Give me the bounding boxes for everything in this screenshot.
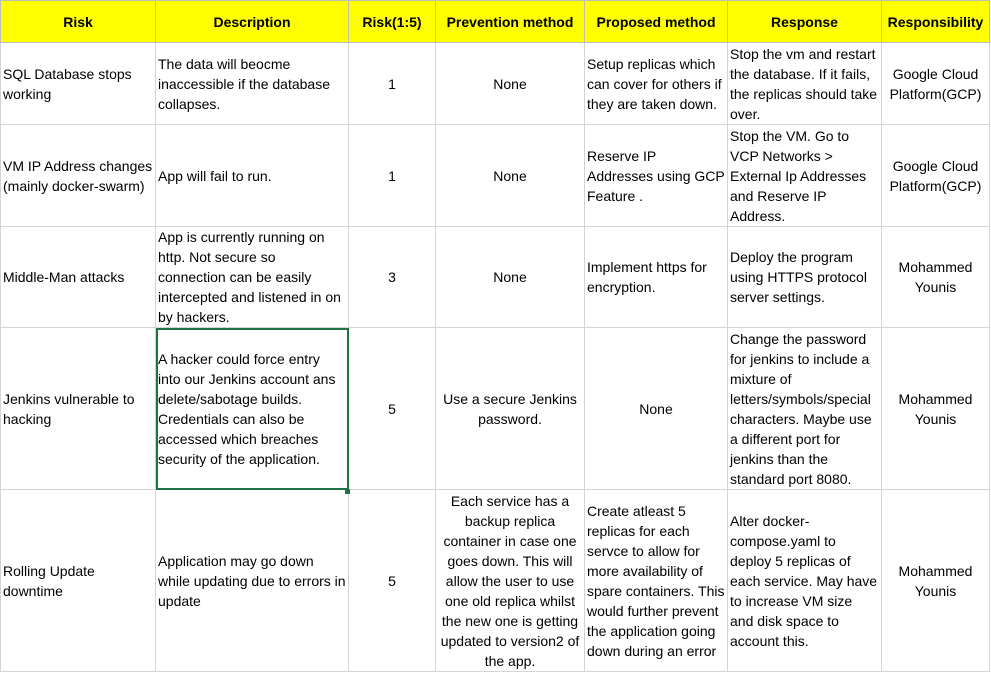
proposed-cell[interactable]: Implement https for encryption. [585, 227, 728, 328]
table-row [1, 43, 990, 125]
risk-cell[interactable]: Rolling Update downtime [1, 490, 156, 672]
risk-cell[interactable]: Jenkins vulnerable to hacking [1, 328, 156, 490]
risk-cell[interactable]: Middle-Man attacks [1, 227, 156, 328]
responsibility-cell[interactable]: Google Cloud Platform(GCP) [882, 125, 990, 227]
header-cell-description[interactable]: Description [156, 1, 349, 43]
score-cell[interactable]: 3 [349, 227, 436, 328]
score-cell[interactable]: 1 [349, 125, 436, 227]
header-cell-risk[interactable]: Risk [1, 1, 156, 43]
table-row [1, 227, 990, 328]
description-cell[interactable]: App will fail to run. [156, 125, 349, 227]
table-row [1, 125, 990, 227]
table-row [1, 328, 990, 490]
header-cell-responsibility[interactable]: Responsibility [882, 1, 990, 43]
header-cell-prevention[interactable]: Prevention method [436, 1, 585, 43]
response-cell[interactable]: Alter docker-compose.yaml to deploy 5 replicas of each service. May have to increase VM size and disk space to account this. [728, 490, 882, 672]
header-cell-response[interactable]: Response [728, 1, 882, 43]
prevention-cell[interactable]: None [436, 227, 585, 328]
table-row [1, 490, 990, 672]
responsibility-cell[interactable]: Mohammed Younis [882, 490, 990, 672]
responsibility-cell[interactable]: Google Cloud Platform(GCP) [882, 43, 990, 125]
response-cell[interactable]: Stop the VM. Go to VCP Networks > External Ip Addresses and Reserve IP Address. [728, 125, 882, 227]
risk-cell[interactable]: VM IP Address changes (mainly docker-swarm) [1, 125, 156, 227]
score-cell[interactable]: 5 [349, 490, 436, 672]
responsibility-cell[interactable]: Mohammed Younis [882, 328, 990, 490]
selection-fill-handle[interactable] [345, 489, 350, 494]
response-cell[interactable]: Deploy the program using HTTPS protocol server settings. [728, 227, 882, 328]
description-cell-selected[interactable]: A hacker could force entry into our Jenkins account ans delete/sabotage builds. Credentials can also be accessed which breaches security of the application. [156, 328, 349, 490]
header-cell-score[interactable]: Risk(1:5) [349, 1, 436, 43]
score-cell[interactable]: 1 [349, 43, 436, 125]
prevention-cell[interactable]: Use a secure Jenkins password. [436, 328, 585, 490]
description-cell[interactable]: Application may go down while updating due to errors in update [156, 490, 349, 672]
proposed-cell[interactable]: Setup replicas which can cover for others if they are taken down. [585, 43, 728, 125]
score-cell[interactable]: 5 [349, 328, 436, 490]
response-cell[interactable]: Change the password for jenkins to include a mixture of letters/symbols/special characters. Maybe use a different port for jenkins than the standard port 8080. [728, 328, 882, 490]
description-cell[interactable]: App is currently running on http. Not secure so connection can be easily intercepted and listened in on by hackers. [156, 227, 349, 328]
header-cell-proposed[interactable]: Proposed method [585, 1, 728, 43]
prevention-cell[interactable]: Each service has a backup replica container in case one goes down. This will allow the user to use one old replica whilst the new one is getting updated to version2 of the app. [436, 490, 585, 672]
proposed-cell[interactable]: None [585, 328, 728, 490]
response-cell[interactable]: Stop the vm and restart the database. If it fails, the replicas should take over. [728, 43, 882, 125]
description-cell[interactable]: The data will beocme inaccessible if the database collapses. [156, 43, 349, 125]
header-row [1, 1, 990, 43]
risk-cell[interactable]: SQL Database stops working [1, 43, 156, 125]
prevention-cell[interactable]: None [436, 43, 585, 125]
responsibility-cell[interactable]: Mohammed Younis [882, 227, 990, 328]
proposed-cell[interactable]: Create atleast 5 replicas for each servce to allow for more availability of spare containers. This would further prevent the application going down during an error [585, 490, 728, 672]
prevention-cell[interactable]: None [436, 125, 585, 227]
proposed-cell[interactable]: Reserve IP Addresses using GCP Feature . [585, 125, 728, 227]
